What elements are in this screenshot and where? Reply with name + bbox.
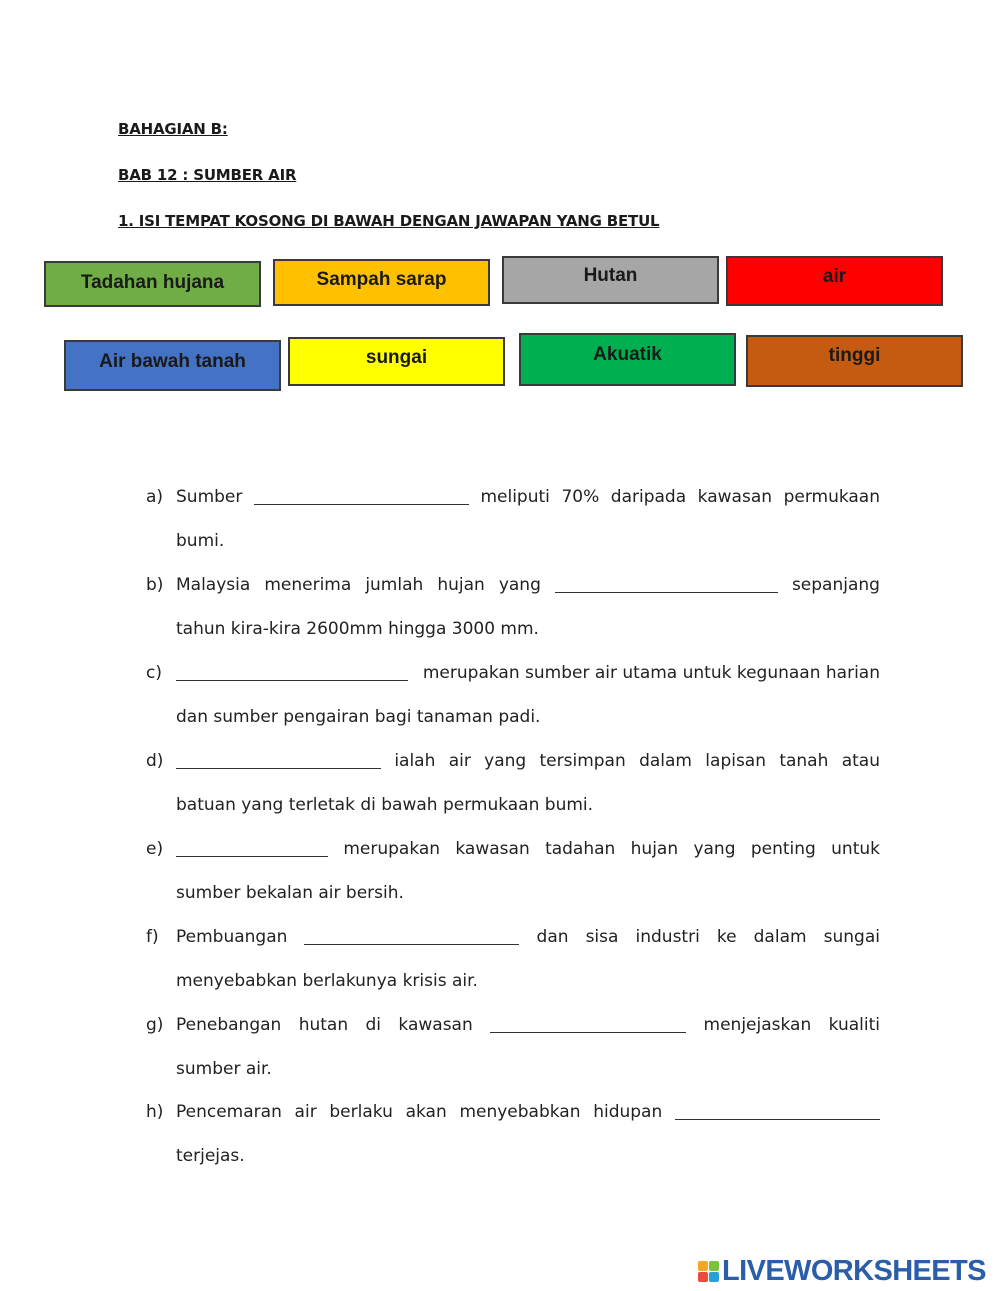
answer-blank-e[interactable]: [176, 841, 328, 857]
word-tile-sungai[interactable]: sungai: [288, 337, 505, 386]
word-tile-tadahan-hujana[interactable]: Tadahan hujana: [44, 261, 261, 307]
answer-blank-b[interactable]: [555, 577, 778, 593]
section-heading: BAHAGIAN B:: [118, 120, 228, 138]
word-tile-hutan[interactable]: Hutan: [502, 256, 719, 304]
word-tile-air-bawah-tanah[interactable]: Air bawah tanah: [64, 340, 281, 391]
answer-blank-a[interactable]: [254, 489, 469, 505]
answer-blank-f[interactable]: [304, 929, 519, 945]
logo-mark-tile: [698, 1272, 708, 1282]
answer-blank-c[interactable]: [176, 665, 408, 681]
chapter-heading: BAB 12 : SUMBER AIR: [118, 166, 297, 184]
logo-text: LIVEWORKSHEETS: [722, 1254, 986, 1287]
liveworksheets-mark-icon: [698, 1261, 719, 1282]
logo-mark-tile: [709, 1272, 719, 1282]
word-tile-tinggi[interactable]: tinggi: [746, 335, 963, 387]
word-tile-sampah-sarap[interactable]: Sampah sarap: [273, 259, 490, 306]
instruction-heading: 1. ISI TEMPAT KOSONG DI BAWAH DENGAN JAWAPAN YANG BETUL: [118, 212, 660, 230]
logo-mark-tile: [709, 1261, 719, 1271]
answer-blank-d[interactable]: [176, 753, 381, 769]
logo-mark-tile: [698, 1261, 708, 1271]
liveworksheets-logo: [698, 1253, 986, 1289]
answer-blank-h[interactable]: [675, 1104, 880, 1120]
answer-blank-g[interactable]: [490, 1017, 686, 1033]
word-tile-akuatik[interactable]: Akuatik: [519, 333, 736, 386]
word-tile-air[interactable]: air: [726, 256, 943, 306]
